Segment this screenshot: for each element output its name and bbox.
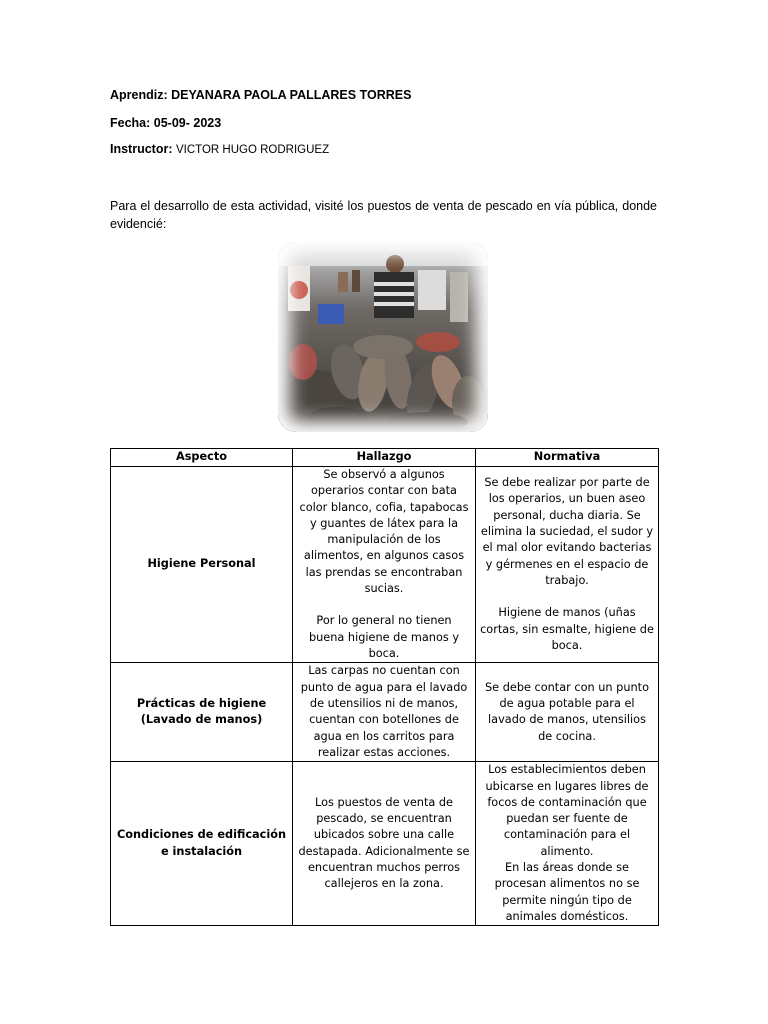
normativa-cell: [476, 467, 659, 663]
normativa-text: En las áreas donde se procesan alimentos no se permite ningún tipo de animales domésticos.: [494, 861, 640, 923]
normativa-cell: [476, 762, 659, 926]
table-row: [111, 467, 659, 663]
header-hallazgo: Hallazgo: [293, 449, 476, 467]
table-row: [111, 663, 659, 762]
instructor-value: VICTOR HUGO RODRIGUEZ: [175, 144, 330, 156]
aspecto-cell: Condiciones de edificación e instalación: [111, 762, 293, 926]
intro-paragraph: Para el desarrollo de esta actividad, visité los puestos de venta de pescado en vía pública, donde evidencié:: [110, 199, 657, 231]
normativa-text: Higiene de manos (uñas cortas, sin esmalte, higiene de boca.: [480, 606, 654, 652]
normativa-text: Los establecimientos deben ubicarse en lugares libres de focos de contaminación que puedan ser fuente de contaminación para el alimento.: [485, 763, 649, 858]
hallazgo-text: Se observó a algunos operarios contar con bata color blanco, cofia, tapabocas y guantes de látex para la manipulación de los alimentos, en algunos casos las prendas se encontraban sucias.: [299, 468, 469, 596]
header-normativa: Normativa: [476, 449, 659, 467]
normativa-text: Se debe realizar por parte de los operarios, un buen aseo personal, ducha diaria. Se elimina la suciedad, el sudor y el mal olor evitando bacterias y gérmenes en el espacio de trabajo.: [480, 476, 654, 587]
hallazgo-cell: [293, 467, 476, 663]
aprendiz-label: Aprendiz:: [110, 88, 168, 102]
hallazgo-cell: [293, 663, 476, 762]
fecha-line: [110, 116, 221, 130]
normativa-text: Se debe contar con un punto de agua potable para el lavado de manos, utensilios de cocina.: [484, 680, 650, 743]
fecha-label: Fecha:: [110, 116, 151, 130]
instructor-label: Instructor:: [110, 142, 173, 156]
aprendiz-value: DEYANARA PAOLA PALLARES TORRES: [171, 88, 412, 102]
hallazgo-cell: [293, 762, 476, 926]
aprendiz-line: [110, 88, 411, 102]
findings-table: [110, 448, 659, 926]
aspecto-cell: Higiene Personal: [111, 467, 293, 663]
aspecto-cell: Prácticas de higiene (Lavado de manos): [111, 663, 293, 762]
header-aspecto: Aspecto: [111, 449, 293, 467]
hallazgo-text: Los puestos de venta de pescado, se encuentran ubicados sobre una calle destapada. Adicionalmente se encuentran muchos perros callejeros en la zona.: [298, 795, 470, 891]
normativa-cell: [476, 663, 659, 762]
fecha-value: 05-09- 2023: [153, 116, 222, 130]
table-header-row: [111, 449, 659, 467]
hallazgo-text: Por lo general no tienen buena higiene de manos y boca.: [308, 614, 460, 660]
fish-market-photo: [278, 242, 488, 432]
photo-vignette: [278, 242, 488, 432]
instructor-line: [110, 142, 329, 156]
hallazgo-text: Las carpas no cuentan con punto de agua para el lavado de utensilios ni de manos, cuentan con botellones de agua en los carritos para realizar estas acciones.: [300, 664, 468, 759]
table-row: [111, 762, 659, 926]
